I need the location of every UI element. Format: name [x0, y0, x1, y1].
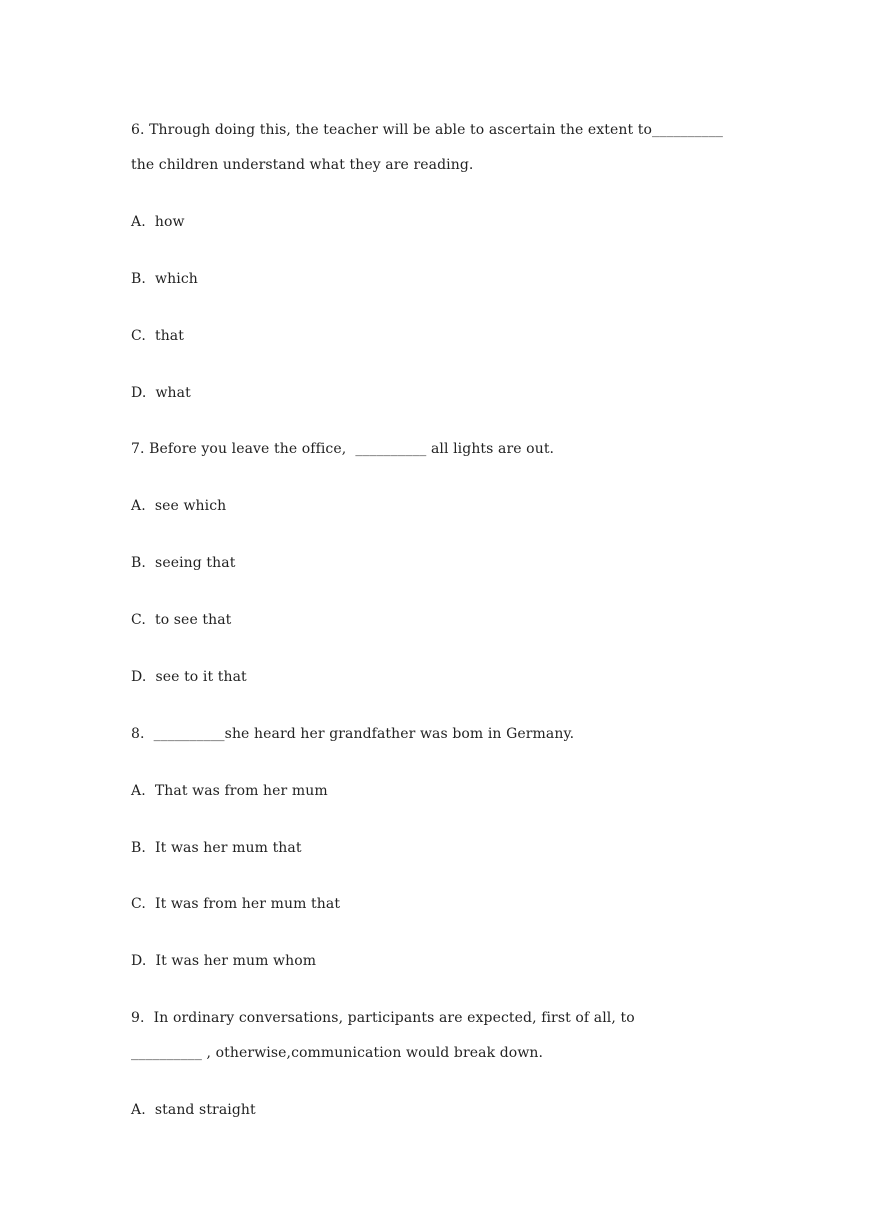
- question-6-option-c: C. that: [131, 328, 184, 344]
- question-7-option-b: B. seeing that: [131, 555, 236, 571]
- question-6-option-b: B. which: [131, 271, 198, 287]
- question-9-stem-line-1: 9. In ordinary conversations, participants are expected, first of all, to: [131, 1010, 635, 1026]
- question-7-option-d: D. see to it that: [131, 669, 247, 685]
- question-8-option-d: D. It was her mum whom: [131, 953, 317, 969]
- question-6-option-d: D. what: [131, 385, 191, 401]
- question-7-stem: 7. Before you leave the office, __________ all lights are out.: [131, 441, 555, 457]
- question-7-option-c: C. to see that: [131, 612, 232, 628]
- question-6-stem-line-2: the children understand what they are reading.: [131, 157, 474, 173]
- question-8-option-c: C. It was from her mum that: [131, 896, 341, 912]
- question-9-option-a: A. stand straight: [131, 1102, 256, 1118]
- question-8-option-b: B. It was her mum that: [131, 840, 302, 856]
- question-7-option-a: A. see which: [131, 498, 227, 514]
- question-6-option-a: A. how: [131, 214, 185, 230]
- question-9-stem-line-2: __________ , otherwise,communication would break down.: [131, 1045, 544, 1061]
- question-8-stem: 8. __________she heard her grandfather was bom in Germany.: [131, 726, 575, 742]
- question-6-stem-line-1: 6. Through doing this, the teacher will be able to ascertain the extent to__________: [131, 122, 724, 138]
- question-8-option-a: A. That was from her mum: [131, 783, 328, 799]
